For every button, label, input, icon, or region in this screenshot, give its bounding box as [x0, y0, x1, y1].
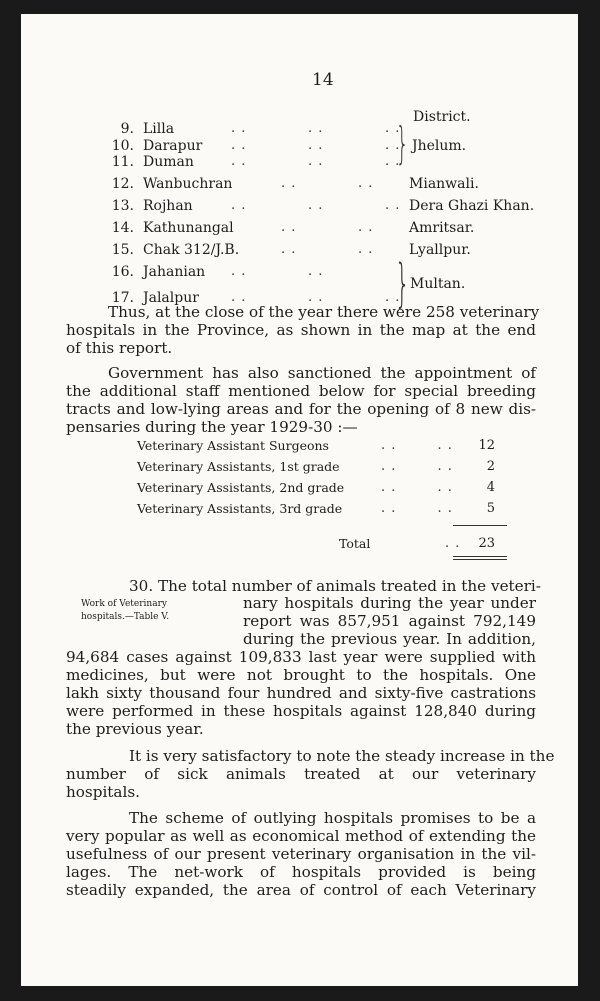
text-line: the previous year.: [66, 720, 204, 738]
text-line: usefulness of our present veterinary organisation in the vil-: [66, 845, 536, 863]
total-label: Total: [339, 536, 371, 551]
text-line: report was 857,951 against 792,149: [243, 612, 536, 630]
text-line: medicines, but were not brought to the hospitals. One: [66, 666, 536, 684]
text-line: Thus, at the close of the year there were 258 veterinary: [108, 303, 540, 321]
document-page: [21, 14, 578, 986]
hospital-name: Rojhan: [143, 198, 193, 214]
leader-dots: . . . . . .: [231, 138, 401, 153]
hospital-district: Amritsar.: [409, 220, 475, 236]
staff-count: 12: [478, 438, 495, 453]
hospital-number: 14.: [111, 220, 134, 236]
district-column-header: District.: [413, 109, 471, 125]
text-line: lakh sixty thousand four hundred and sixty-five castrations: [66, 684, 536, 702]
text-line: 30. The total number of animals treated in the veteri-: [129, 577, 541, 595]
hospital-district: Dera Ghazi Khan.: [409, 198, 535, 214]
leader-dots: . . . .: [281, 220, 374, 235]
leader-dots: . . . .: [381, 438, 453, 453]
text-line: It is very satisfactory to note the steady increase in the: [129, 747, 555, 765]
text-line: were performed in these hospitals against 128,840 during: [66, 702, 536, 720]
text-line: during the previous year. In addition,: [243, 630, 536, 648]
leader-dots: . . . . . .: [231, 290, 401, 305]
text-line: tracts and low-lying areas and for the opening of 8 new dis-: [66, 400, 536, 418]
leader-dots: . . . .: [381, 459, 453, 474]
leader-dots: . . . .: [281, 242, 374, 257]
margin-note: Work of Veterinary: [81, 599, 167, 609]
hospital-district: Mianwali.: [409, 176, 479, 192]
text-line: nary hospitals during the year under: [243, 594, 536, 612]
leader-dots: . . . .: [381, 501, 453, 516]
hospital-name: Lilla: [143, 121, 175, 137]
leader-dots: . . . .: [231, 264, 324, 279]
total-count: 23: [478, 536, 495, 551]
hospital-number: 13.: [111, 198, 134, 214]
brace-icon: }: [395, 254, 410, 314]
leader-dots: . . . .: [381, 480, 453, 495]
hospital-district: Multan.: [410, 276, 466, 292]
text-line: of this report.: [66, 339, 173, 357]
text-line: hospitals.: [66, 783, 140, 801]
leader-dots: . . . . . .: [231, 154, 401, 169]
brace-icon: }: [396, 118, 409, 169]
text-line: the additional staff mentioned below for special breeding: [66, 382, 536, 400]
text-line: lages. The net-work of hospitals provided is being: [66, 863, 536, 881]
hospital-name: Chak 312/J.B.: [143, 242, 240, 258]
text-line: The scheme of outlying hospitals promises to be a: [129, 809, 536, 827]
leader-dots: . . . . . .: [231, 121, 401, 136]
margin-note: hospitals.—Table V.: [81, 612, 170, 622]
hospital-name: Wanbuchran: [143, 176, 233, 192]
text-line: number of sick animals treated at our veterinary: [66, 765, 536, 783]
staff-count: 2: [486, 459, 495, 474]
hospital-number: 11.: [111, 154, 134, 170]
hospital-number: 15.: [111, 242, 134, 258]
hospital-number: 12.: [111, 176, 134, 192]
hospital-name: Jalalpur: [143, 290, 199, 306]
text-line: Government has also sanctioned the appointment of: [108, 364, 536, 382]
text-line: very popular as well as economical method of extending the: [66, 827, 536, 845]
hospital-number: 16.: [111, 264, 134, 280]
staff-label: Veterinary Assistant Surgeons: [137, 438, 329, 453]
text-line: pensaries during the year 1929-30 :—: [66, 418, 358, 436]
text-line: hospitals in the Province, as shown in the map at the end: [66, 321, 536, 339]
hospital-number: 17.: [111, 290, 134, 306]
hospital-number: 10.: [111, 138, 134, 154]
text-line: steadily expanded, the area of control of each Veterinary: [66, 881, 536, 899]
hospital-district: Jhelum.: [412, 138, 467, 154]
total-rule-bottom-1: [453, 556, 507, 557]
hospital-name: Kathunangal: [143, 220, 234, 236]
total-rule-top: [453, 525, 507, 526]
text-line: 94,684 cases against 109,833 last year were supplied with: [66, 648, 536, 666]
hospital-name: Duman: [143, 154, 194, 170]
staff-label: Veterinary Assistants, 2nd grade: [137, 480, 345, 495]
leader-dots: . .: [445, 536, 461, 551]
total-rule-bottom-2: [453, 559, 507, 560]
staff-count: 5: [486, 501, 495, 516]
staff-label: Veterinary Assistants, 1st grade: [137, 459, 340, 474]
hospital-district: Lyallpur.: [409, 242, 471, 258]
leader-dots: . . . .: [281, 176, 374, 191]
page-number: 14: [312, 70, 334, 90]
staff-count: 4: [486, 480, 495, 495]
leader-dots: . . . . . .: [231, 198, 401, 213]
hospital-name: Darapur: [143, 138, 203, 154]
staff-label: Veterinary Assistants, 3rd grade: [137, 501, 343, 516]
hospital-name: Jahanian: [143, 264, 206, 280]
hospital-number: 9.: [120, 121, 134, 137]
